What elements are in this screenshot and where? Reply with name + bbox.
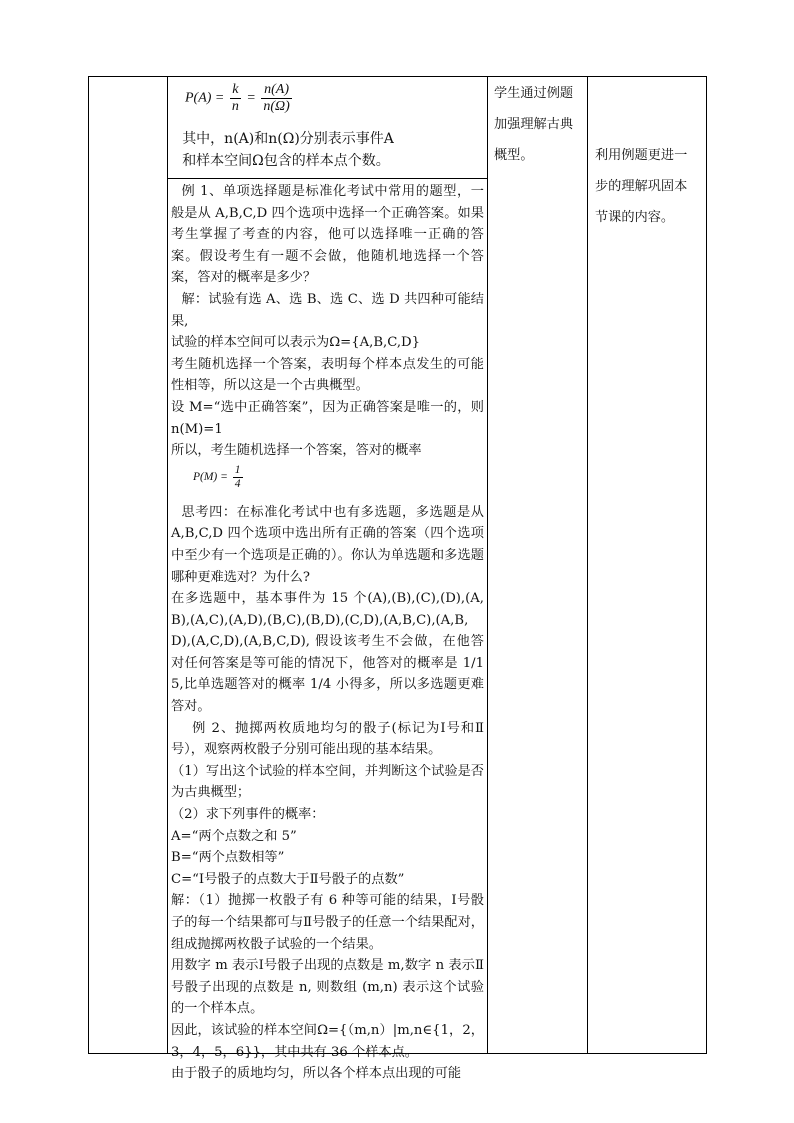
fraction-denominator: n(Ω) — [263, 99, 290, 114]
fraction-numerator: n(A) — [261, 82, 291, 99]
fraction-one-over-four — [233, 464, 243, 491]
fraction-denominator: n — [231, 99, 239, 114]
probability-formula — [171, 78, 484, 128]
column-divider-1 — [167, 76, 168, 1053]
design-intent-line: 节课的内容。 — [595, 210, 675, 225]
formula-equals: = — [246, 90, 256, 106]
paragraph: C=“Ⅰ号骰子的点数大于Ⅱ号骰子的点数” — [171, 871, 405, 887]
paragraph: 由于骰子的质地均匀，所以各个样本点出现的可能 — [171, 1066, 462, 1082]
fraction-numerator: 1 — [234, 463, 241, 476]
paragraph: 例 2、抛掷两枚质地均匀的骰子(标记为Ⅰ号和Ⅱ号），观察两枚骰子分别可能出现的基本结果。 — [171, 720, 484, 758]
student-activity-cell — [494, 78, 584, 171]
paragraph: 试验的样本空间可以表示为Ω={A,B,C,D} — [171, 335, 420, 351]
paragraph: 思考四：在标准化考试中也有多选题，多选题是从 A,B,C,D 四个选项中选出所有正确的答案（四个选项中至少有一个选项是正确的）。你认为单选题和多选题哪种更难选对？为什么? — [171, 504, 484, 585]
paragraph: B=“两个点数相等” — [171, 850, 285, 866]
paragraph: （1）写出这个试验的样本空间，并判断这个试验是否为古典概型； — [171, 763, 484, 801]
paragraph: （2）求下列事件的概率： — [171, 807, 325, 823]
formula-lhs: P(M) = — [193, 470, 228, 483]
table-left-border — [88, 76, 89, 1053]
probability-formula-m — [171, 462, 484, 502]
fraction-nA-over-nOmega — [261, 82, 291, 115]
paragraph: A=“两个点数之和 5” — [171, 828, 297, 844]
column-divider-3 — [587, 76, 588, 1053]
paragraph: 考生随机选择一个答案，表明每个样本点发生的可能性相等，所以这是一个古典概型。 — [171, 356, 484, 394]
design-intent-line: 步的理解巩固本 — [595, 179, 688, 194]
paragraph: 解：试验有选 A、选 B、选 C、选 D 共四种可能结果, — [171, 291, 484, 329]
paragraph: 解：（1）抛掷一枚骰子有 6 种等可能的结果，Ⅰ号骰子的每一个结果都可与Ⅱ号骰子的任意一个结果配对，组成抛掷两枚骰子试验的一个结果。 — [171, 893, 484, 952]
fraction-numerator: k — [230, 82, 241, 99]
paragraph: 设 M=“选中正确答案”，因为正确答案是唯一的，则 n(M)=1 — [171, 399, 484, 437]
lesson-content — [171, 78, 484, 1085]
paragraph: 例 1、单项选择题是标准化考试中常用的题型，一般是从 A,B,C,D 四个选项中选择一个正确答案。如果考生掌握了考查的内容，他可以选择唯一正确的答案。假设考生有一题不会做，他随机地选择一个答案，答对的概率是多少？ — [171, 184, 484, 286]
formula-note: 其中，n(A)和n(Ω)分别表示事件A — [182, 131, 394, 147]
paragraph: 用数字 m 表示Ⅰ号骰子出现的点数是 m,数字 n 表示Ⅱ号骰子出现的点数是 n, 则数组 (m,n) 表示这个试验的一个样本点。 — [171, 958, 484, 1017]
fraction-k-over-n — [230, 82, 241, 115]
table-right-border — [706, 76, 707, 1053]
design-intent-line: 利用例题更进一 — [595, 148, 688, 163]
column-divider-2 — [487, 76, 488, 1053]
design-intent-cell — [595, 140, 705, 233]
student-activity-line: 学生通过例题 — [494, 86, 574, 101]
table-top-border — [88, 76, 707, 77]
fraction-denominator: 4 — [234, 477, 241, 490]
formula-note: 和样本空间Ω包含的样本点个数。 — [182, 153, 390, 169]
student-activity-line: 概型。 — [494, 148, 534, 163]
paragraph: 在多选题中，基本事件为 15 个(A),(B),(C),(D),(A,B),(A,C),(A,D),(B,C),(B,D),(C,D),(A,B,C),(A,B,D),(A,C,D),(A,B,C,D), 假设该考生不会做，在他答对任何答案是等可能的情况下，他答对的概率是 1/15,比单选题答对的概率 1/4 小得多，所以多选题更难答对。 — [171, 591, 484, 715]
paragraph: 所以，考生随机选择一个答案，答对的概率 — [171, 443, 422, 459]
formula-lhs: P(A) = — [185, 90, 225, 106]
paragraph: 因此，该试验的样本空间Ω={（m,n）|m,n∈{1，2，3，4，5，6}}，其中共有 36 个样本点。 — [171, 1022, 484, 1060]
student-activity-line: 加强理解古典 — [494, 117, 574, 132]
